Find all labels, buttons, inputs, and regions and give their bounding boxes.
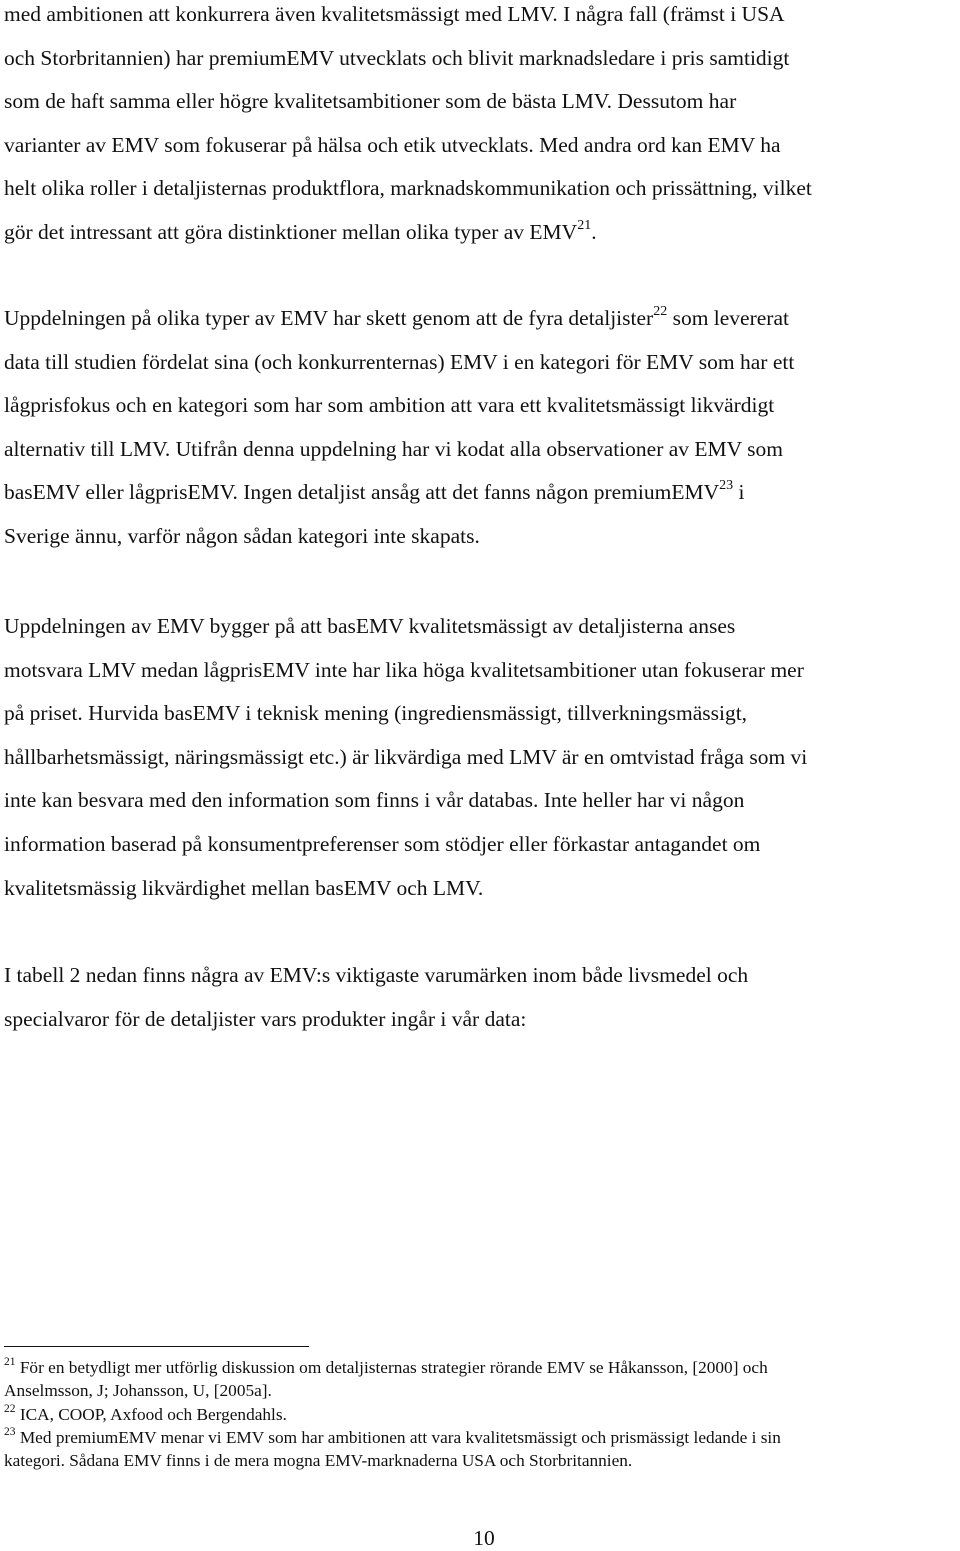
text-segment: helt olika roller i detaljisternas produktflora, marknadskommunikation och prissättning, vilket <box>4 176 812 201</box>
paragraph-3 <box>4 605 956 910</box>
footnote-reference: 21 <box>577 217 592 233</box>
text-segment: Anselmsson, J; Johansson, U, [2005a]. <box>4 1381 272 1401</box>
text-segment: gör det intressant att göra distinktioner mellan olika typer av EMV <box>4 219 578 244</box>
paragraph-4 <box>4 954 956 1041</box>
text-segment: För en betydligt mer utförlig diskussion om detaljisternas strategier rörande EMV se Håkansson, [2000] och <box>15 1358 768 1377</box>
text-segment: som de haft samma eller högre kvalitetsambitioner som de bästa LMV. Dessutom har <box>4 89 737 114</box>
text-segment: data till studien fördelat sina (och konkurrenternas) EMV i en kategori för EMV som har ett <box>4 349 795 374</box>
text-line <box>4 297 956 341</box>
text-line <box>4 954 956 998</box>
text-segment: med ambitionen att konkurrera även kvalitetsmässigt med LMV. I några fall (främst i USA <box>4 2 785 26</box>
text-line <box>4 384 956 428</box>
text-line <box>4 471 956 515</box>
text-line <box>4 80 956 124</box>
text-segment: kategori. Sådana EMV finns i de mera mogna EMV-marknaderna USA och Storbritannien. <box>4 1451 633 1471</box>
text-line <box>4 605 956 649</box>
text-segment: Med premiumEMV menar vi EMV som har ambitionen att vara kvalitetsmässigt och prismässigt ledande i sin <box>15 1427 781 1447</box>
footnote-reference: 23 <box>4 1426 16 1439</box>
text-segment: varianter av EMV som fokuserar på hälsa och etik utvecklats. Med andra ord kan EMV ha <box>4 132 781 157</box>
footnote-reference: 23 <box>719 478 734 494</box>
text-line <box>4 998 956 1042</box>
text-segment: specialvaror för de detaljister vars produkter ingår i vår data: <box>4 1006 527 1031</box>
text-line <box>4 1449 959 1472</box>
paragraph-2 <box>4 297 956 559</box>
text-segment: Uppdelningen på olika typer av EMV har skett genom att de fyra detaljister <box>4 306 654 330</box>
text-segment: Uppdelningen av EMV bygger på att basEMV kvalitetsmässigt av detaljisterna anses <box>4 614 736 638</box>
text-segment: motsvara LMV medan lågprisEMV inte har lika höga kvalitetsambitioner utan fokuserar mer <box>4 657 804 682</box>
text-line <box>4 1379 959 1402</box>
text-line <box>4 736 956 780</box>
text-segment: lågprisfokus och en kategori som har som ambition att vara ett kvalitetsmässigt likvärdigt <box>4 393 775 418</box>
paragraph-1 <box>4 0 956 255</box>
text-line <box>4 692 956 736</box>
text-line <box>4 37 956 81</box>
text-line <box>4 428 956 472</box>
page-number: 10 <box>473 1526 495 1550</box>
text-line <box>4 867 956 911</box>
footnote-reference: 22 <box>4 1402 16 1415</box>
text-segment: på priset. Hurvida basEMV i teknisk mening (ingrediensmässigt, tillverkningsmässigt, <box>4 701 748 726</box>
text-segment: I tabell 2 nedan finns några av EMV:s viktigaste varumärken inom både livsmedel och <box>4 963 749 987</box>
footnotes <box>4 1356 959 1472</box>
text-line <box>4 0 956 37</box>
text-segment: information baserad på konsumentpreferenser som stödjer eller förkastar antagandet om <box>4 831 761 856</box>
text-segment: alternativ till LMV. Utifrån denna uppdelning har vi kodat alla observationer av EMV som <box>4 436 783 461</box>
footnote-22 <box>4 1403 959 1426</box>
text-line <box>4 1403 959 1426</box>
text-line <box>4 1356 959 1379</box>
text-line <box>4 211 956 255</box>
text-segment: hållbarhetsmässigt, näringsmässigt etc.) är likvärdiga med LMV är en omtvistad fråga som vi <box>4 744 808 769</box>
footnote-21 <box>4 1356 959 1403</box>
text-segment: . <box>591 219 597 244</box>
text-segment: Sverige ännu, varför någon sådan kategori inte skapats. <box>4 523 480 548</box>
text-line <box>4 649 956 693</box>
text-line <box>4 515 956 559</box>
text-segment: som levererat <box>667 306 789 330</box>
text-segment: basEMV eller lågprisEMV. Ingen detaljist ansåg att det fanns någon premiumEMV <box>4 480 720 505</box>
footnote-23 <box>4 1426 959 1473</box>
text-segment: i <box>733 480 745 505</box>
text-segment: kvalitetsmässig likvärdighet mellan basEMV och LMV. <box>4 875 484 900</box>
text-line <box>4 823 956 867</box>
text-line <box>4 341 956 385</box>
text-segment: inte kan besvara med den information som finns i vår databas. Inte heller har vi någon <box>4 788 745 813</box>
text-segment: och Storbritannien) har premiumEMV utvecklats och blivit marknadsledare i pris samtidigt <box>4 45 790 70</box>
footnote-separator <box>4 1346 309 1347</box>
text-line <box>4 124 956 168</box>
text-line <box>4 167 956 211</box>
text-line <box>4 779 956 823</box>
text-segment: ICA, COOP, Axfood och Bergendahls. <box>15 1404 287 1424</box>
text-line <box>4 1426 959 1449</box>
footnote-reference: 21 <box>4 1356 16 1369</box>
footnote-reference: 22 <box>653 303 668 319</box>
